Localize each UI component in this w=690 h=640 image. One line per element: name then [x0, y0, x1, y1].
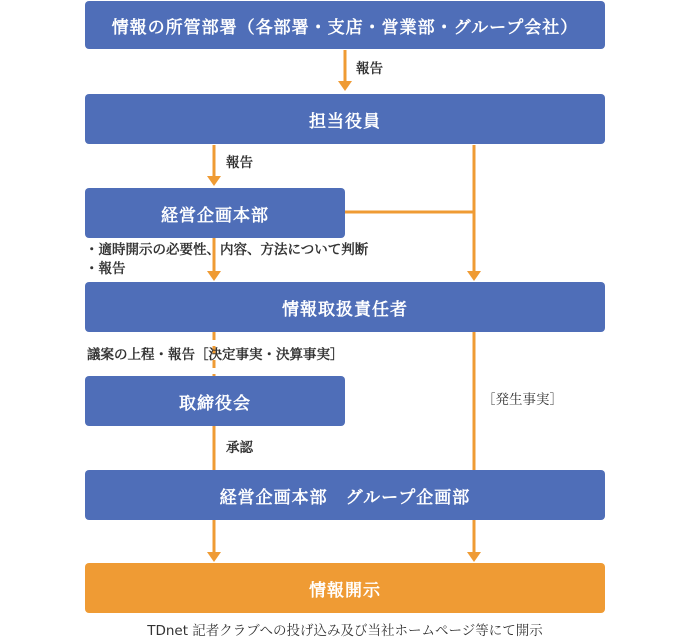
box-planning: 経営企画本部 — [85, 188, 345, 238]
label-report-1: 報告 — [356, 61, 383, 77]
footer-note: TDnet 記者クラブへの投げ込み及び当社ホームページ等にて開示 — [147, 623, 543, 639]
arrowhead-responsible-left — [207, 271, 221, 281]
label-judge-line-2: ・報告 — [85, 261, 126, 277]
label-occurrence: ［発生事実］ — [482, 392, 563, 408]
box-officer: 担当役員 — [85, 94, 605, 144]
box-board: 取締役会 — [85, 376, 345, 426]
box-disclosure: 情報開示 — [85, 563, 605, 613]
box-responsible: 情報取扱責任者 — [85, 282, 605, 332]
arrowhead-planning — [207, 176, 221, 186]
arrowhead-disclosure-left — [207, 552, 221, 562]
label-approval: 承認 — [226, 440, 253, 456]
box-planning-group: 経営企画本部 グループ企画部 — [85, 470, 605, 520]
label-judge-line-1: ・適時開示の必要性、内容、方法について判断 — [85, 242, 369, 258]
arrowhead-officer — [338, 81, 352, 91]
arrowhead-responsible-right — [467, 271, 481, 281]
box-info-dept: 情報の所管部署（各部署・支店・営業部・グループ会社） — [85, 1, 605, 49]
label-report-2: 報告 — [226, 155, 253, 171]
arrowhead-disclosure-right — [467, 552, 481, 562]
label-agenda: 議案の上程・報告［決定事実・決算事実］ — [87, 347, 344, 363]
